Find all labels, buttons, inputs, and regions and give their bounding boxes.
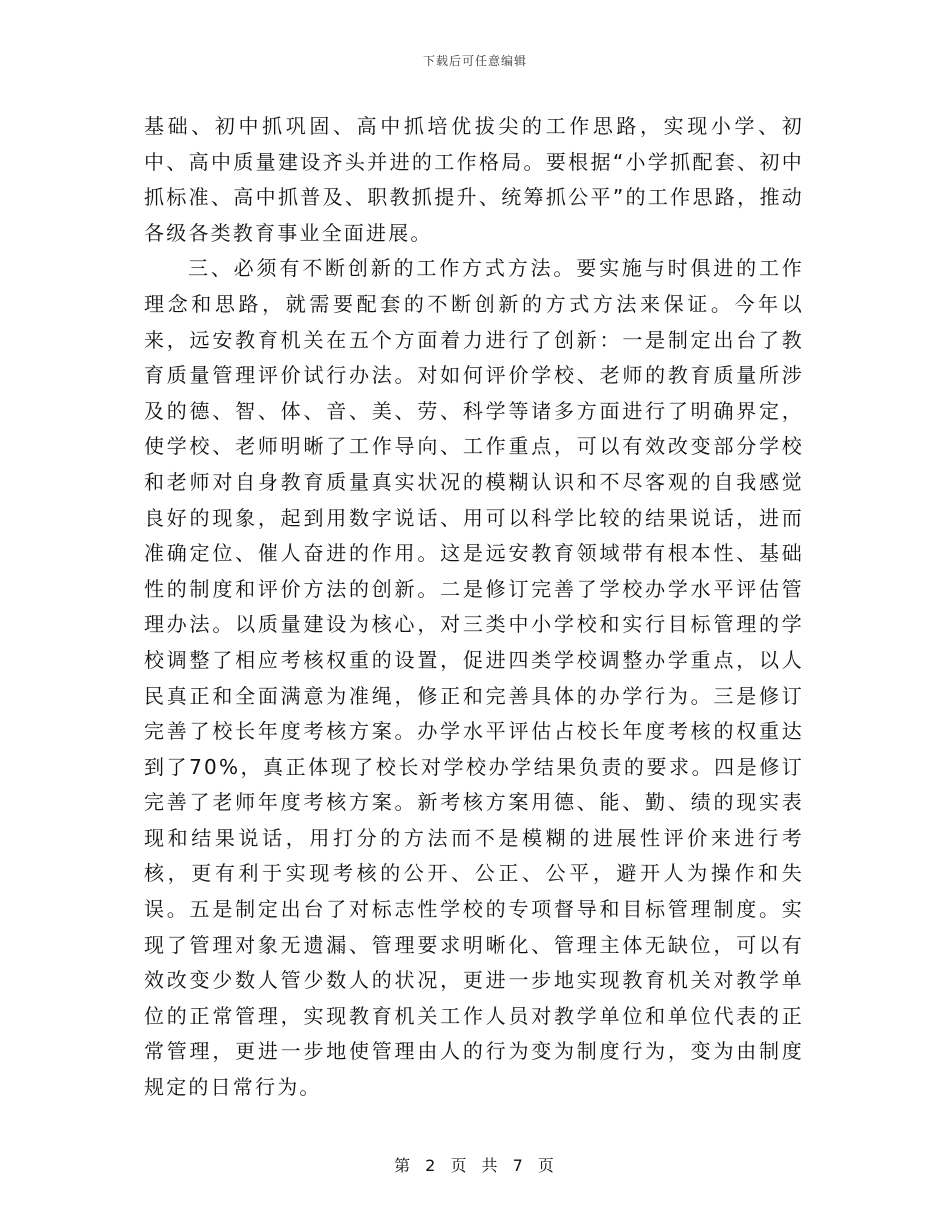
paragraph-section-three: 三、必须有不断创新的工作方式方法。要实施与时俱进的工作理念和思路，就需要配套的不断创新的方式方法来保证。今年以来，远安教育机关在五个方面着力进行了创新：一是制定出台了教育质量管理评价试行办法。对如何评价学校、老师的教育质量所涉及的德、智、体、音、美、劳、科学等诸多方面进行了明确界定，使学校、老师明晰了工作导向、工作重点，可以有效改变部分学校和老师对自身教育质量真实状况的模糊认识和不尽客观的自我感觉良好的现象，起到用数字说话、用可以科学比较的结果说话，进而准确定位、催人奋进的作用。这是远安教育领域带有根本性、基础性的制度和评价方法的创新。二是修订完善了学校办学水平评估管理办法。以质量建设为核心，对三类中小学校和实行目标管理的学校调整了相应考核权重的设置，促进四类学校调整办学重点，以人民真正和全面满意为准绳，修正和完善具体的办学行为。三是修订完善了校长年度考核方案。办学水平评估占校长年度考核的权重达到了70%，真正体现了校长对学校办学结果负责的要求。四是修订完善了老师年度考核方案。新考核方案用德、能、勤、绩的现实表现和结果说话，用打分的方法而不是模糊的进展性评价来进行考核，更有利于实现考核的公开、公正、公平，避开人为操作和失误。五是制定出台了对标志性学校的专项督导和目标管理制度。实现了管理对象无遗漏、管理要求明晰化、管理主体无缺位，可以有效改变少数人管少数人的状况，更进一步地实现教育机关对教学单位的正常管理，实现教育机关工作人员对教学单位和单位代表的正常管理，更进一步地使管理由人的行为变为制度行为，变为由制度规定的日常行为。	[144, 256, 804, 1100]
page-number: 第 2 页 共 7 页	[394, 1156, 556, 1175]
paragraph-continuation: 基础、初中抓巩固、高中抓培优拔尖的工作思路，实现小学、初中、高中质量建设齐头并进的工作格局。要根据“小学抓配套、初中抓标准、高中抓普及、职教抓提升、统筹抓公平”的工作思路，推动各级各类教育事业全面进展。	[144, 114, 804, 245]
document-body	[144, 109, 804, 1106]
header-note: 下载后可任意编辑	[422, 54, 527, 68]
